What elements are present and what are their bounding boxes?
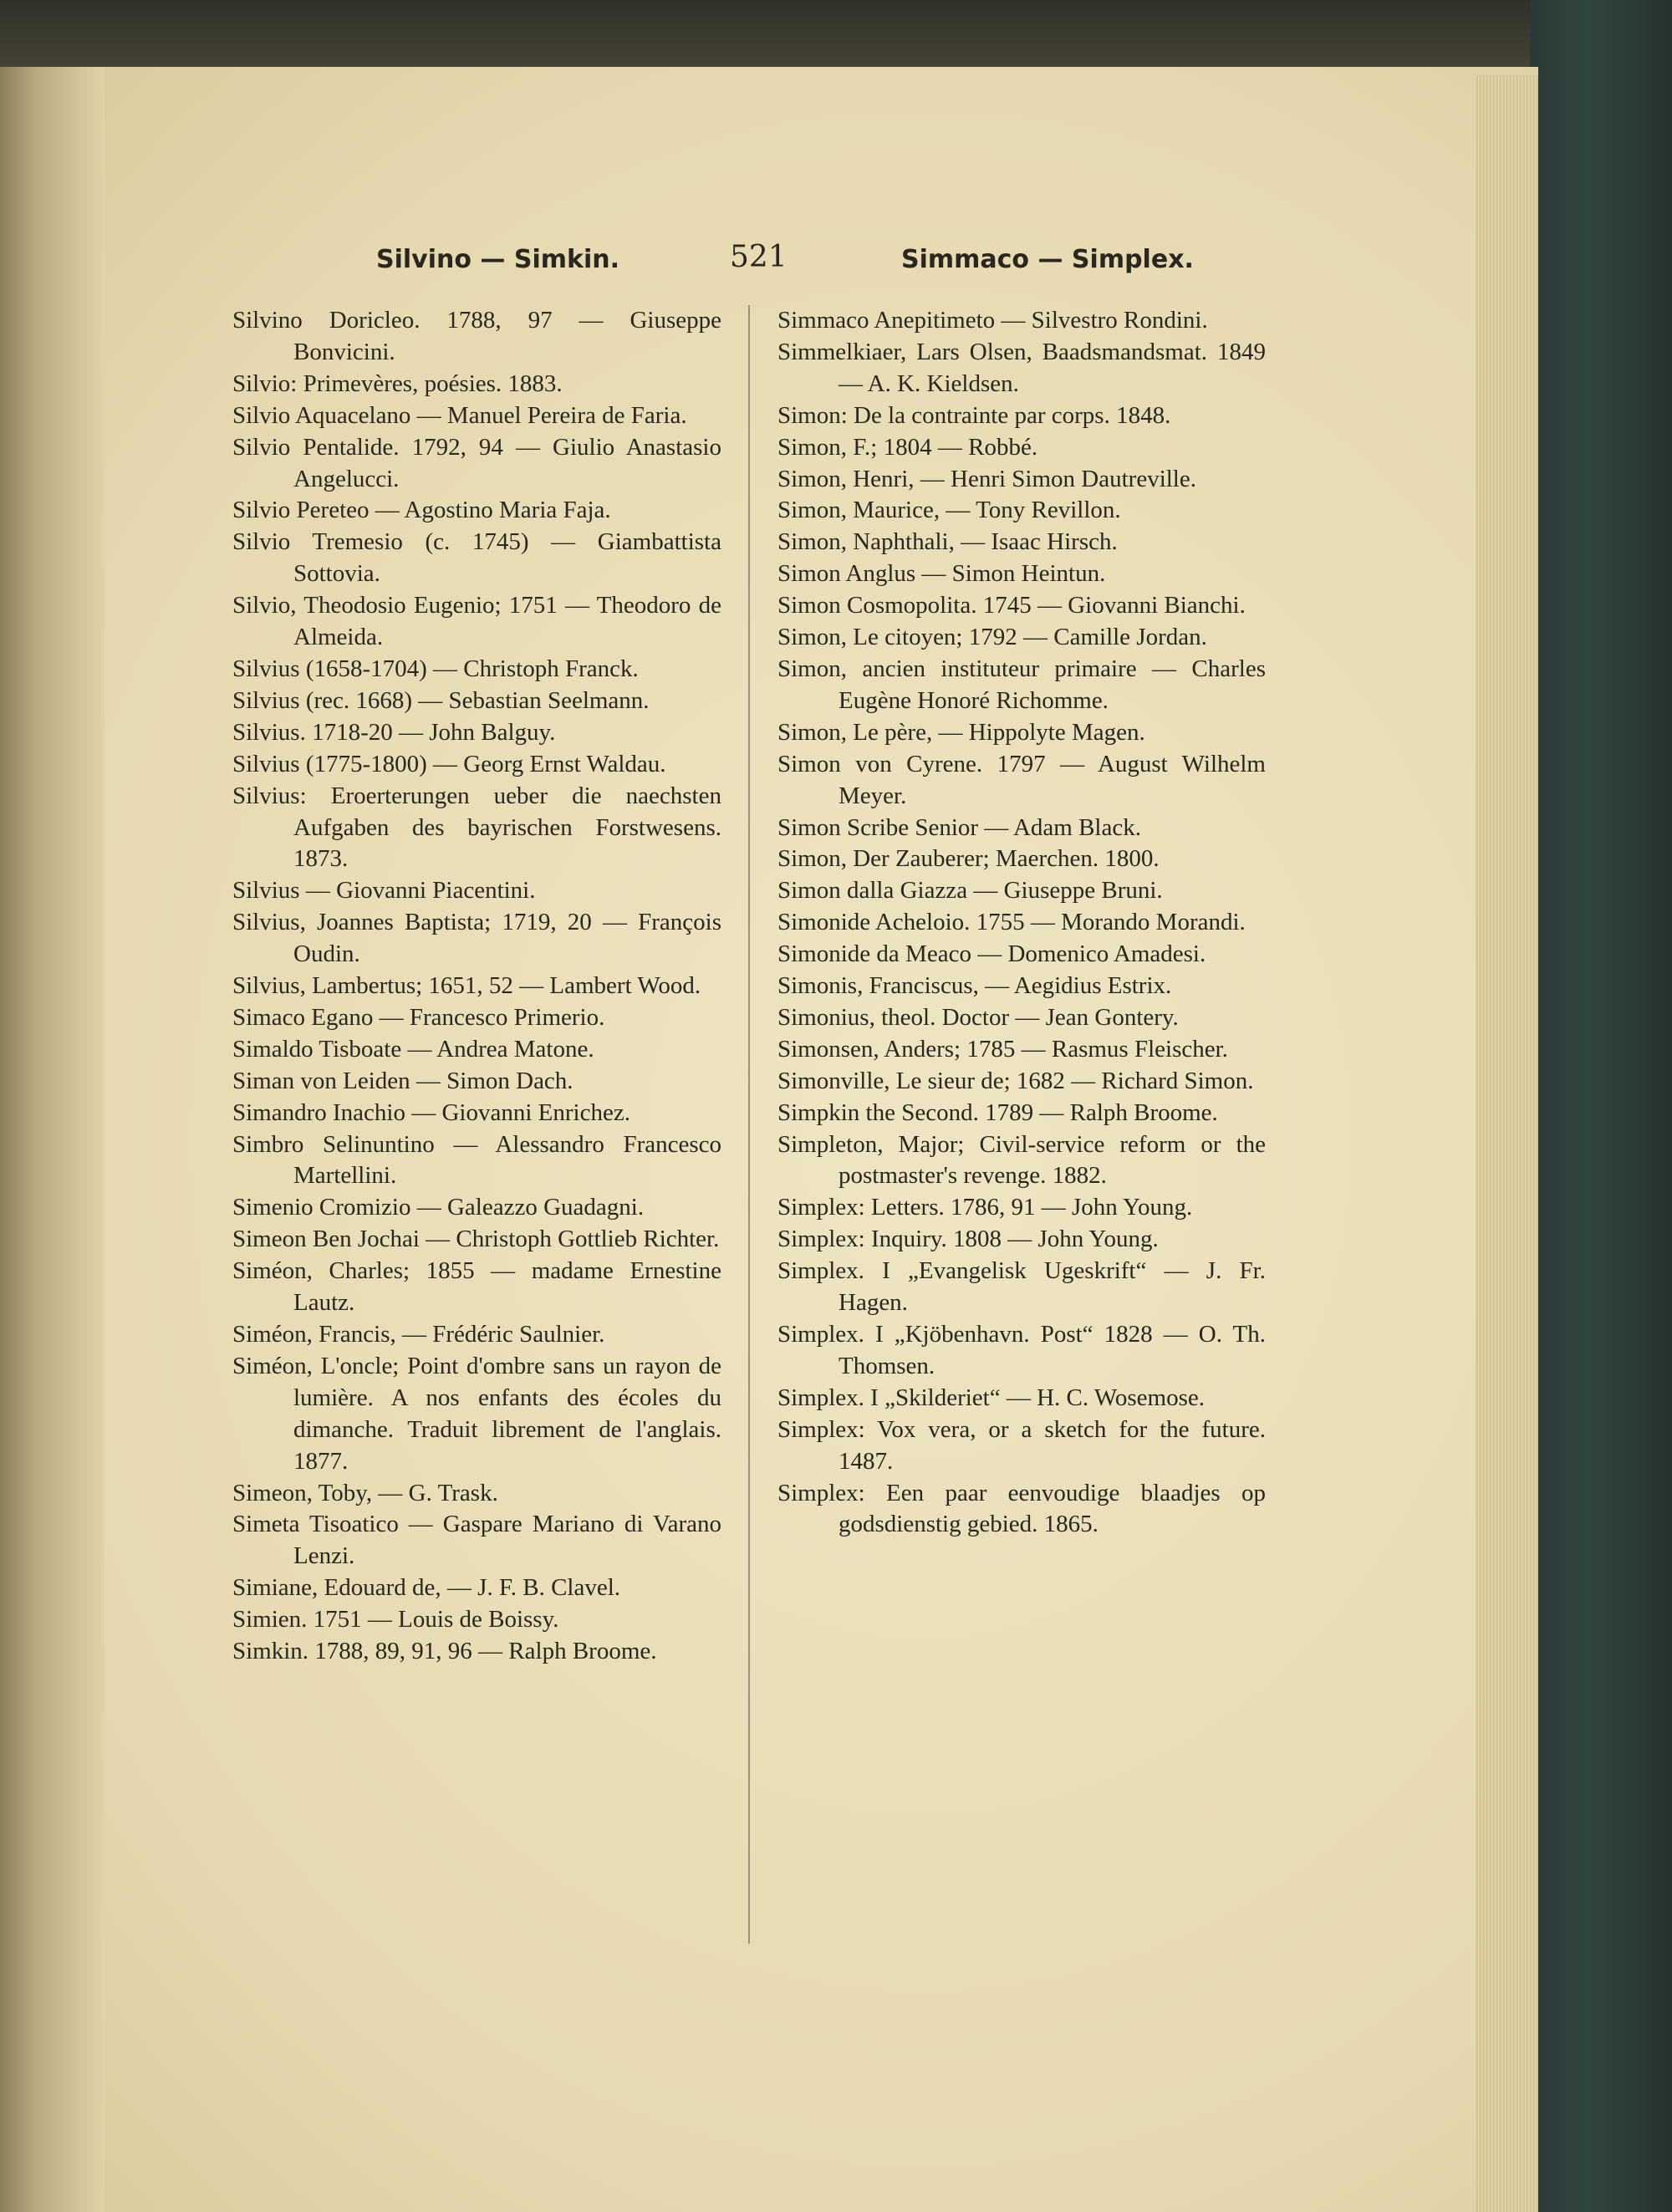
entry: Simpleton, Major; Civil-service reform or the postmaster's revenge. 1882. bbox=[777, 1130, 1266, 1190]
entry: Simmaco Anepitimeto — Silvestro Rondini. bbox=[777, 307, 1208, 334]
entry: Silvio Pereteo — Agostino Maria Faja. bbox=[232, 497, 611, 524]
entry: Silvio Tremesio (c. 1745) — Giambattista Sottovia. bbox=[232, 528, 721, 588]
entry: Silvio Pentalide. 1792, 94 — Giulio Anastasio Angelucci. bbox=[232, 433, 721, 492]
entry: Simon, Le citoyen; 1792 — Camille Jordan. bbox=[777, 624, 1207, 651]
entry: Silvio Aquacelano — Manuel Pereira de Faria. bbox=[232, 401, 687, 429]
page-number: 521 bbox=[730, 240, 788, 274]
page-gutter-shadow bbox=[0, 67, 104, 2212]
entry: Silvius (1658-1704) — Christoph Franck. bbox=[232, 655, 639, 682]
entry: Simonide Acheloio. 1755 — Morando Morandi. bbox=[777, 909, 1246, 936]
entry: Silvio, Theodosio Eugenio; 1751 — Theodoro de Almeida. bbox=[232, 592, 721, 651]
entry: Simplex: Inquiry. 1808 — John Young. bbox=[777, 1226, 1159, 1253]
entry: Silvius: Eroerterungen ueber die naechsten Aufgaben des bayrischen Forstwesens. 1873. bbox=[232, 782, 721, 873]
entry: Simenio Cromizio — Galeazzo Guadagni. bbox=[232, 1194, 645, 1221]
book-page bbox=[0, 67, 1538, 2212]
left-column bbox=[232, 305, 721, 1668]
entry: Siméon, Charles; 1855 — madame Ernestine Lautz. bbox=[232, 1257, 721, 1317]
page-stack-edge bbox=[1476, 75, 1538, 2212]
entry: Simeon, Toby, — G. Trask. bbox=[232, 1479, 498, 1506]
right-column bbox=[777, 305, 1266, 1541]
entry: Simeon Ben Jochai — Christoph Gottlieb Richter. bbox=[232, 1226, 720, 1253]
book-binding bbox=[1530, 0, 1672, 2212]
entry: Simpkin the Second. 1789 — Ralph Broome. bbox=[777, 1098, 1218, 1126]
entry: Simon Cosmopolita. 1745 — Giovanni Bianchi. bbox=[777, 592, 1246, 619]
entry: Simon von Cyrene. 1797 — August Wilhelm Meyer. bbox=[777, 750, 1266, 809]
header-right: Simmaco — Simplex. bbox=[901, 245, 1194, 274]
entry: Simon Scribe Senior — Adam Black. bbox=[777, 813, 1141, 841]
entry: Simonide da Meaco — Domenico Amadesi. bbox=[777, 940, 1206, 968]
entry: Simon, Maurice, — Tony Revillon. bbox=[777, 497, 1121, 524]
entry: Simaldo Tisboate — Andrea Matone. bbox=[232, 1035, 594, 1063]
entry: Simaco Egano — Francesco Primerio. bbox=[232, 1003, 605, 1031]
column-divider bbox=[748, 305, 750, 1944]
entry: Simon, Henri, — Henri Simon Dautreville. bbox=[777, 465, 1196, 492]
entry: Simeta Tisoatico — Gaspare Mariano di Varano Lenzi. bbox=[232, 1511, 721, 1570]
entry: Silvio: Primevères, poésies. 1883. bbox=[232, 370, 563, 397]
entry: Siméon, L'oncle; Point d'ombre sans un rayon de lumière. A nos enfants des écoles du dimanche. Traduit librement de l'anglais. 1877. bbox=[232, 1352, 721, 1475]
entry: Simonsen, Anders; 1785 — Rasmus Fleischer. bbox=[777, 1035, 1228, 1063]
entry: Simon Anglus — Simon Heintun. bbox=[777, 560, 1106, 588]
entry: Silvius (1775-1800) — Georg Ernst Waldau. bbox=[232, 750, 666, 777]
entry: Simon, Naphthali, — Isaac Hirsch. bbox=[777, 528, 1118, 556]
running-header bbox=[226, 237, 1388, 287]
entry: Simandro Inachio — Giovanni Enrichez. bbox=[232, 1098, 630, 1126]
entry: Silvius, Joannes Baptista; 1719, 20 — François Oudin. bbox=[232, 909, 721, 968]
entry: Simkin. 1788, 89, 91, 96 — Ralph Broome. bbox=[232, 1638, 657, 1665]
entry: Silvius. 1718-20 — John Balguy. bbox=[232, 718, 556, 746]
entry: Simon, Der Zauberer; Maerchen. 1800. bbox=[777, 845, 1160, 873]
entry: Simmelkiaer, Lars Olsen, Baadsmandsmat. 1849 — A. K. Kieldsen. bbox=[777, 338, 1266, 397]
entry: Simplex. I „Evangelisk Ugeskrift“ — J. Fr. Hagen. bbox=[777, 1257, 1266, 1317]
entry: Simonis, Franciscus, — Aegidius Estrix. bbox=[777, 972, 1172, 1000]
entry: Simiane, Edouard de, — J. F. B. Clavel. bbox=[232, 1574, 621, 1602]
entry: Simplex: Vox vera, or a sketch for the future. 1487. bbox=[777, 1415, 1266, 1475]
entry: Silvius (rec. 1668) — Sebastian Seelmann. bbox=[232, 686, 650, 714]
entry: Simbro Selinuntino — Alessandro Francesco Martellini. bbox=[232, 1130, 721, 1190]
entry: Simonville, Le sieur de; 1682 — Richard Simon. bbox=[777, 1067, 1254, 1094]
entry: Silvino Doricleo. 1788, 97 — Giuseppe Bonvicini. bbox=[232, 307, 721, 365]
entry: Simonius, theol. Doctor — Jean Gontery. bbox=[777, 1003, 1179, 1031]
entry: Siman von Leiden — Simon Dach. bbox=[232, 1067, 573, 1094]
entry: Simon, Le père, — Hippolyte Magen. bbox=[777, 718, 1145, 746]
entry: Silvius, Lambertus; 1651, 52 — Lambert Wood. bbox=[232, 972, 701, 1000]
entry: Simplex. I „Skilderiet“ — H. C. Wosemose. bbox=[777, 1384, 1206, 1411]
entry: Simien. 1751 — Louis de Boissy. bbox=[232, 1606, 559, 1634]
entry: Simplex: Een paar eenvoudige blaadjes op godsdienstig gebied. 1865. bbox=[777, 1479, 1266, 1538]
entry: Simplex. I „Kjöbenhavn. Post“ 1828 — O. Th. Thomsen. bbox=[777, 1321, 1266, 1379]
header-left: Silvino — Simkin. bbox=[376, 245, 620, 274]
entry: Simplex: Letters. 1786, 91 — John Young. bbox=[777, 1194, 1193, 1221]
entry: Silvius — Giovanni Piacentini. bbox=[232, 877, 536, 905]
entry: Simon, ancien instituteur primaire — Charles Eugène Honoré Richomme. bbox=[777, 655, 1266, 714]
entry: Simon, F.; 1804 — Robbé. bbox=[777, 433, 1038, 461]
entry: Siméon, Francis, — Frédéric Saulnier. bbox=[232, 1321, 605, 1348]
entry: Simon: De la contrainte par corps. 1848. bbox=[777, 401, 1171, 429]
entry: Simon dalla Giazza — Giuseppe Bruni. bbox=[777, 877, 1163, 905]
